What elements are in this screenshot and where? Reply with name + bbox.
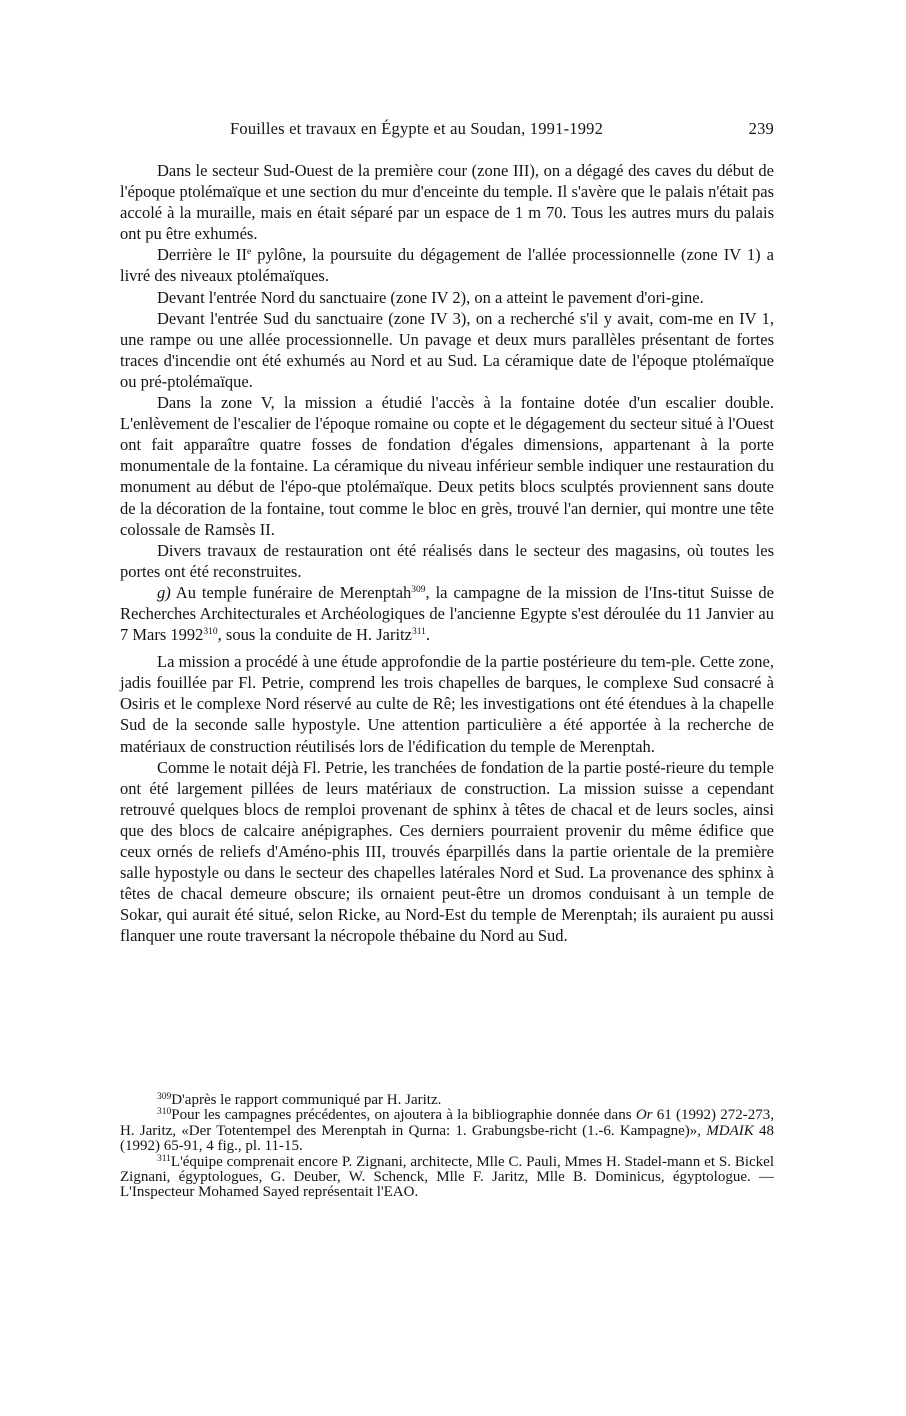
footnote-number: 311 [157,1153,171,1164]
footnotes [120,1093,774,1201]
footnote-ref-310[interactable]: 310 [203,627,218,638]
footnote-number: 310 [157,1107,172,1118]
paragraph-text: . [425,625,430,645]
paragraph-text: Devant l'entrée Sud du sanctuaire (zone IV 3), on a recherché s'il y avait, com-me en IV 1, une rampe ou une allée processionnelle. Un pavage et deux murs parallèles présentant de fortes traces d'incendie ont été exhumés au Nord et au Sud. La céramique date de l'époque ptolémaïque ou pré-ptolémaïque. [120,308,774,391]
paragraph-etude [120,651,774,756]
journal-title: Or [635,1107,653,1124]
superscript-ordinal: e [246,247,252,258]
paragraph-text: La mission a procédé à une étude approfondie de la partie postérieure du tem-ple. Cette zone, jadis fouillée par Fl. Petrie, comprend les trois chapelles de barques, le complexe Sud consacré à Osiris et le complexe Nord réservé au culte de Rê; les investigations ont été étendues à la chapelle Sud de la seconde salle hypostyle. Une attention particulière a été apportée à la recherche de matériaux de construction réutilisés lors de l'édification du temple de Merenptah. [120,652,774,756]
paragraph-zone-iv-1 [120,244,774,286]
paragraph-text: Dans la zone V, la mission a étudié l'accès à la fontaine dotée d'un escalier double. L'enlèvement de l'escalier de l'époque romaine ou copte et le dégagement du secteur situé à l'Ouest ont fait apparaître quatre fosses de fondation d'égales dimensions, appartenant à la porte monumentale de la fontaine. La céramique du niveau inférieur semble indiquer une restauration du monument au début de l'épo-que ptolémaïque. Deux petits blocs sculptés proviennent sans doute de la décoration de la fontaine, tout comme le bloc en grès, trouvé l'an dernier, qui montre une tête colossale de Ramsès II. [120,393,774,539]
paragraph-text: Derrière le II [157,245,247,265]
footnote-text: 61 (1992) 272-273, H. Jaritz, «Der Totentempel des Merenptah in Qurna: 1. Grabungsbe-richt (1.-6. Kampagne)», [120,1107,774,1139]
running-title: Fouilles et travaux en Égypte et au Soudan, 1991-1992 [230,119,604,138]
paragraph-text: Divers travaux de restauration ont été réalisés dans le secteur des magasins, où toutes les portes ont été reconstruites. [120,540,774,581]
footnote-309 [120,1093,774,1108]
main-text [120,160,774,946]
footnote-310 [120,1108,774,1154]
section-label: g) [157,582,171,602]
paragraph-zone-v [120,392,774,540]
footnote-text: D'après le rapport communiqué par H. Jaritz. [171,1092,442,1108]
paragraph-tranchees [120,757,774,947]
footnote-text: Pour les campagnes précédentes, on ajoutera à la bibliographie donnée dans [171,1107,636,1124]
paragraph-restauration [120,540,774,582]
footnote-number: 309 [157,1092,172,1102]
journal-title: MDAIK [706,1122,754,1139]
paragraph-text: , la campagne de la mission de l'Ins-titut Suisse de Recherches Architecturales et Archéologiques de l'ancienne Egypte s'est déroulée du 11 Janvier au 7 Mars 1992 [120,582,774,645]
paragraph-zone-iv-3 [120,308,774,392]
footnote-311 [120,1155,774,1201]
paragraph-text: , sous la conduite de H. Jaritz [217,625,412,645]
page-number: 239 [748,119,774,138]
page-header [120,119,774,141]
footnote-text: L'équipe comprenait encore P. Zignani, architecte, Mlle C. Pauli, Mmes H. Stadel-mann et S. Bickel Zignani, égyptologues, G. Deuber, W. Schenck, Mlle F. Jaritz, Mlle B. Dominicus, égyptologue. — L'Inspecteur Mohamed Sayed représentait l'EAO. [120,1153,774,1201]
footnote-text: 48 (1992) 65-91, 4 fig., pl. 11-15. [120,1122,775,1155]
paragraph-zone-iv-2 [120,287,774,308]
paragraph-text: Dans le secteur Sud-Ouest de la première cour (zone III), on a dégagé des caves du début de l'époque ptolémaïque et une section du mur d'enceinte du temple. Il s'avère que le palais n'était pas accolé à la muraille, mais en était séparé par un espace de 1 m 70. Tous les autres murs du palais ont pu être exhumés. [120,161,774,244]
paragraph-zone-iii [120,160,774,244]
paragraph-text: pylône, la poursuite du dégagement de l'allée processionnelle (zone IV 1) a livré des niveaux ptolémaïques. [120,245,774,286]
footnote-ref-311[interactable]: 311 [411,627,426,638]
paragraph-text: Devant l'entrée Nord du sanctuaire (zone IV 2), on a atteint le pavement d'ori-gine. [157,287,704,307]
paragraph-merenptah-intro [120,582,774,645]
footnote-ref-309[interactable]: 309 [411,584,426,595]
paragraph-text: Comme le notait déjà Fl. Petrie, les tranchées de fondation de la partie posté-rieure du temple ont été largement pillées de leurs matériaux de construction. La mission suisse a cependant retrouvé quelques blocs de remploi provenant de sphinx à têtes de chacal et de leurs socles, ainsi que des blocs de calcaire anépigraphes. Ces derniers pourraient provenir du même édifice que ceux ornés de reliefs d'Améno-phis III, trouvés éparpillés dans la partie orientale de la première salle hypostyle ou dans le secteur des chapelles latérales Nord et Sud. La provenance des sphinx à têtes de chacal demeure obscure; ils ornaient peut-être un dromos conduisant à un temple de Sokar, qui aurait été situé, selon Ricke, au Nord-Est du temple de Merenptah; ils auraient pu aussi flanquer une route traversant la nécropole thébaine du Nord au Sud. [120,757,774,946]
paragraph-text: Au temple funéraire de Merenptah [170,582,412,602]
